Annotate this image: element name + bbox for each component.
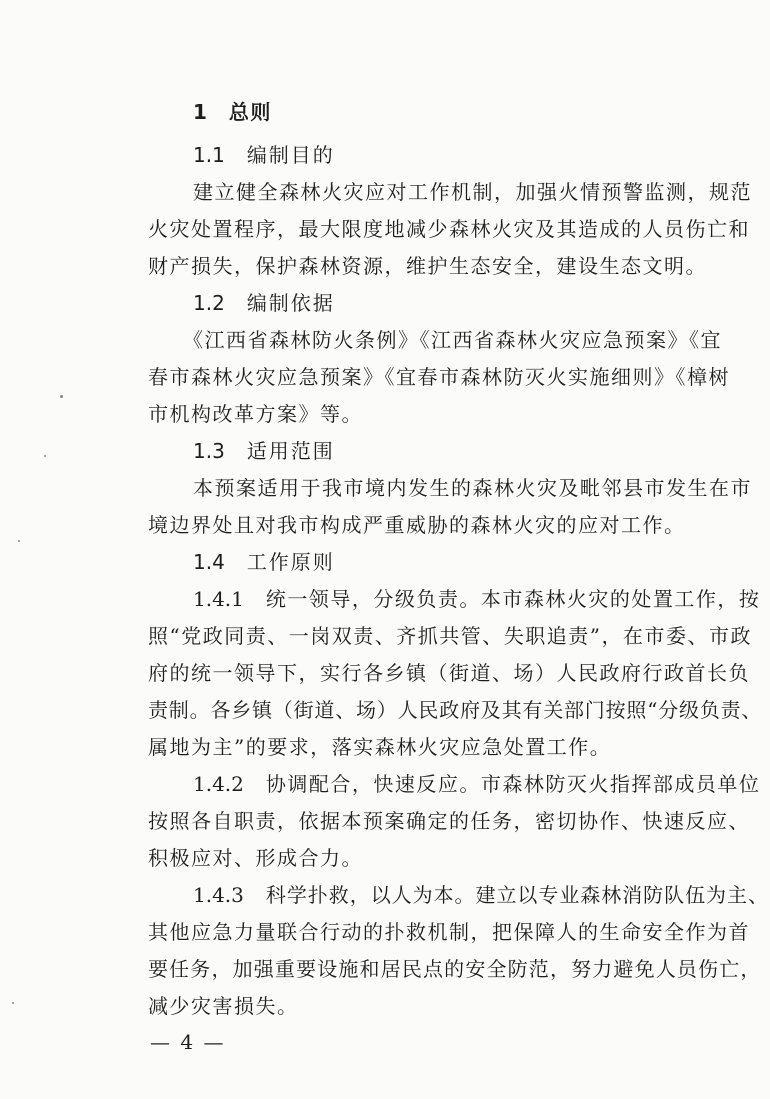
scan-speck — [44, 455, 46, 457]
paragraph-line: 减少灾害损失。 — [148, 994, 299, 1018]
clause-first-line — [193, 770, 762, 798]
paragraph-line: 科学扑救，以人为本。建立以专业森林消防队伍为主、 — [265, 883, 769, 907]
section-number: 1 — [193, 100, 207, 124]
subsection-number: 1.3 — [193, 439, 225, 463]
subsection-heading — [193, 437, 762, 465]
paragraph-line: 照“党政同责、一岗双责、齐抓共管、失职追责”，在市委、市政 — [148, 624, 752, 648]
paragraph-line: 境边界处且对我市构成严重威胁的森林火灾的应对工作。 — [148, 513, 686, 537]
paragraph-line: 要任务，加强重要设施和居民点的安全防范，努力避免人员伤亡， — [148, 957, 762, 981]
scan-speck — [18, 540, 20, 542]
paragraph-line: 统一领导，分级负责。本市森林火灾的处置工作，按 — [265, 587, 761, 611]
paragraph-line: 按照各自职责，依据本预案确定的任务，密切协作、快速反应、 — [148, 809, 750, 833]
paragraph-line: 财产损失，保护森林资源，维护生态安全，建设生态文明。 — [148, 254, 707, 278]
paragraph-line: 其他应急力量联合行动的扑救机制，把保障人的生命安全作为首 — [148, 920, 750, 944]
paragraph-line: 火灾处置程序，最大限度地减少森林火灾及其造成的人员伤亡和 — [148, 217, 750, 241]
paragraph-line: 属地为主”的要求，落实森林火灾应急处置工作。 — [148, 735, 612, 759]
clause-first-line — [193, 585, 762, 613]
paragraph-line: 建立健全森林火灾应对工作机制，加强火情预警监测，规范 — [193, 180, 752, 204]
section-heading — [193, 98, 762, 126]
page-number: — 4 — — [150, 1030, 226, 1054]
subsection-number: 1.1 — [193, 143, 225, 167]
section-title: 总则 — [228, 100, 272, 124]
subsection-heading — [193, 548, 762, 576]
paragraph-line: 春市森林火灾应急预案》《宜春市森林防灭火实施细则》《樟树 — [148, 365, 730, 389]
paragraph-line: 市机构改革方案》等。 — [148, 402, 363, 426]
subsection-number: 1.4 — [193, 550, 225, 574]
subsection-title: 编制依据 — [246, 291, 335, 315]
paragraph-line: 积极应对、形成合力。 — [148, 846, 363, 870]
clause-number: 1.4.1 — [193, 587, 244, 611]
subsection-heading — [193, 289, 762, 317]
paragraph-line: 《江西省森林防火条例》《江西省森林火灾应急预案》《宜 — [183, 328, 722, 352]
subsection-heading — [193, 141, 762, 169]
paragraph-line: 协调配合，快速反应。市森林防灭火指挥部成员单位 — [265, 772, 761, 796]
paragraph-line: 责制。各乡镇（街道、场）人民政府及其有关部门按照“分级负责、 — [148, 698, 763, 722]
subsection-title: 适用范围 — [246, 439, 335, 463]
clause-number: 1.4.3 — [193, 883, 244, 907]
scan-speck — [60, 395, 63, 398]
clause-first-line — [193, 881, 769, 909]
paragraph-line: 本预案适用于我市境内发生的森林火灾及毗邻县市发生在市 — [193, 476, 752, 500]
clause-number: 1.4.2 — [193, 772, 244, 796]
paragraph-line: 府的统一领导下，实行各乡镇（街道、场）人民政府行政首长负 — [148, 661, 750, 685]
subsection-title: 编制目的 — [246, 143, 335, 167]
subsection-number: 1.2 — [193, 291, 225, 315]
scan-speck — [12, 1002, 14, 1004]
subsection-title: 工作原则 — [246, 550, 335, 574]
